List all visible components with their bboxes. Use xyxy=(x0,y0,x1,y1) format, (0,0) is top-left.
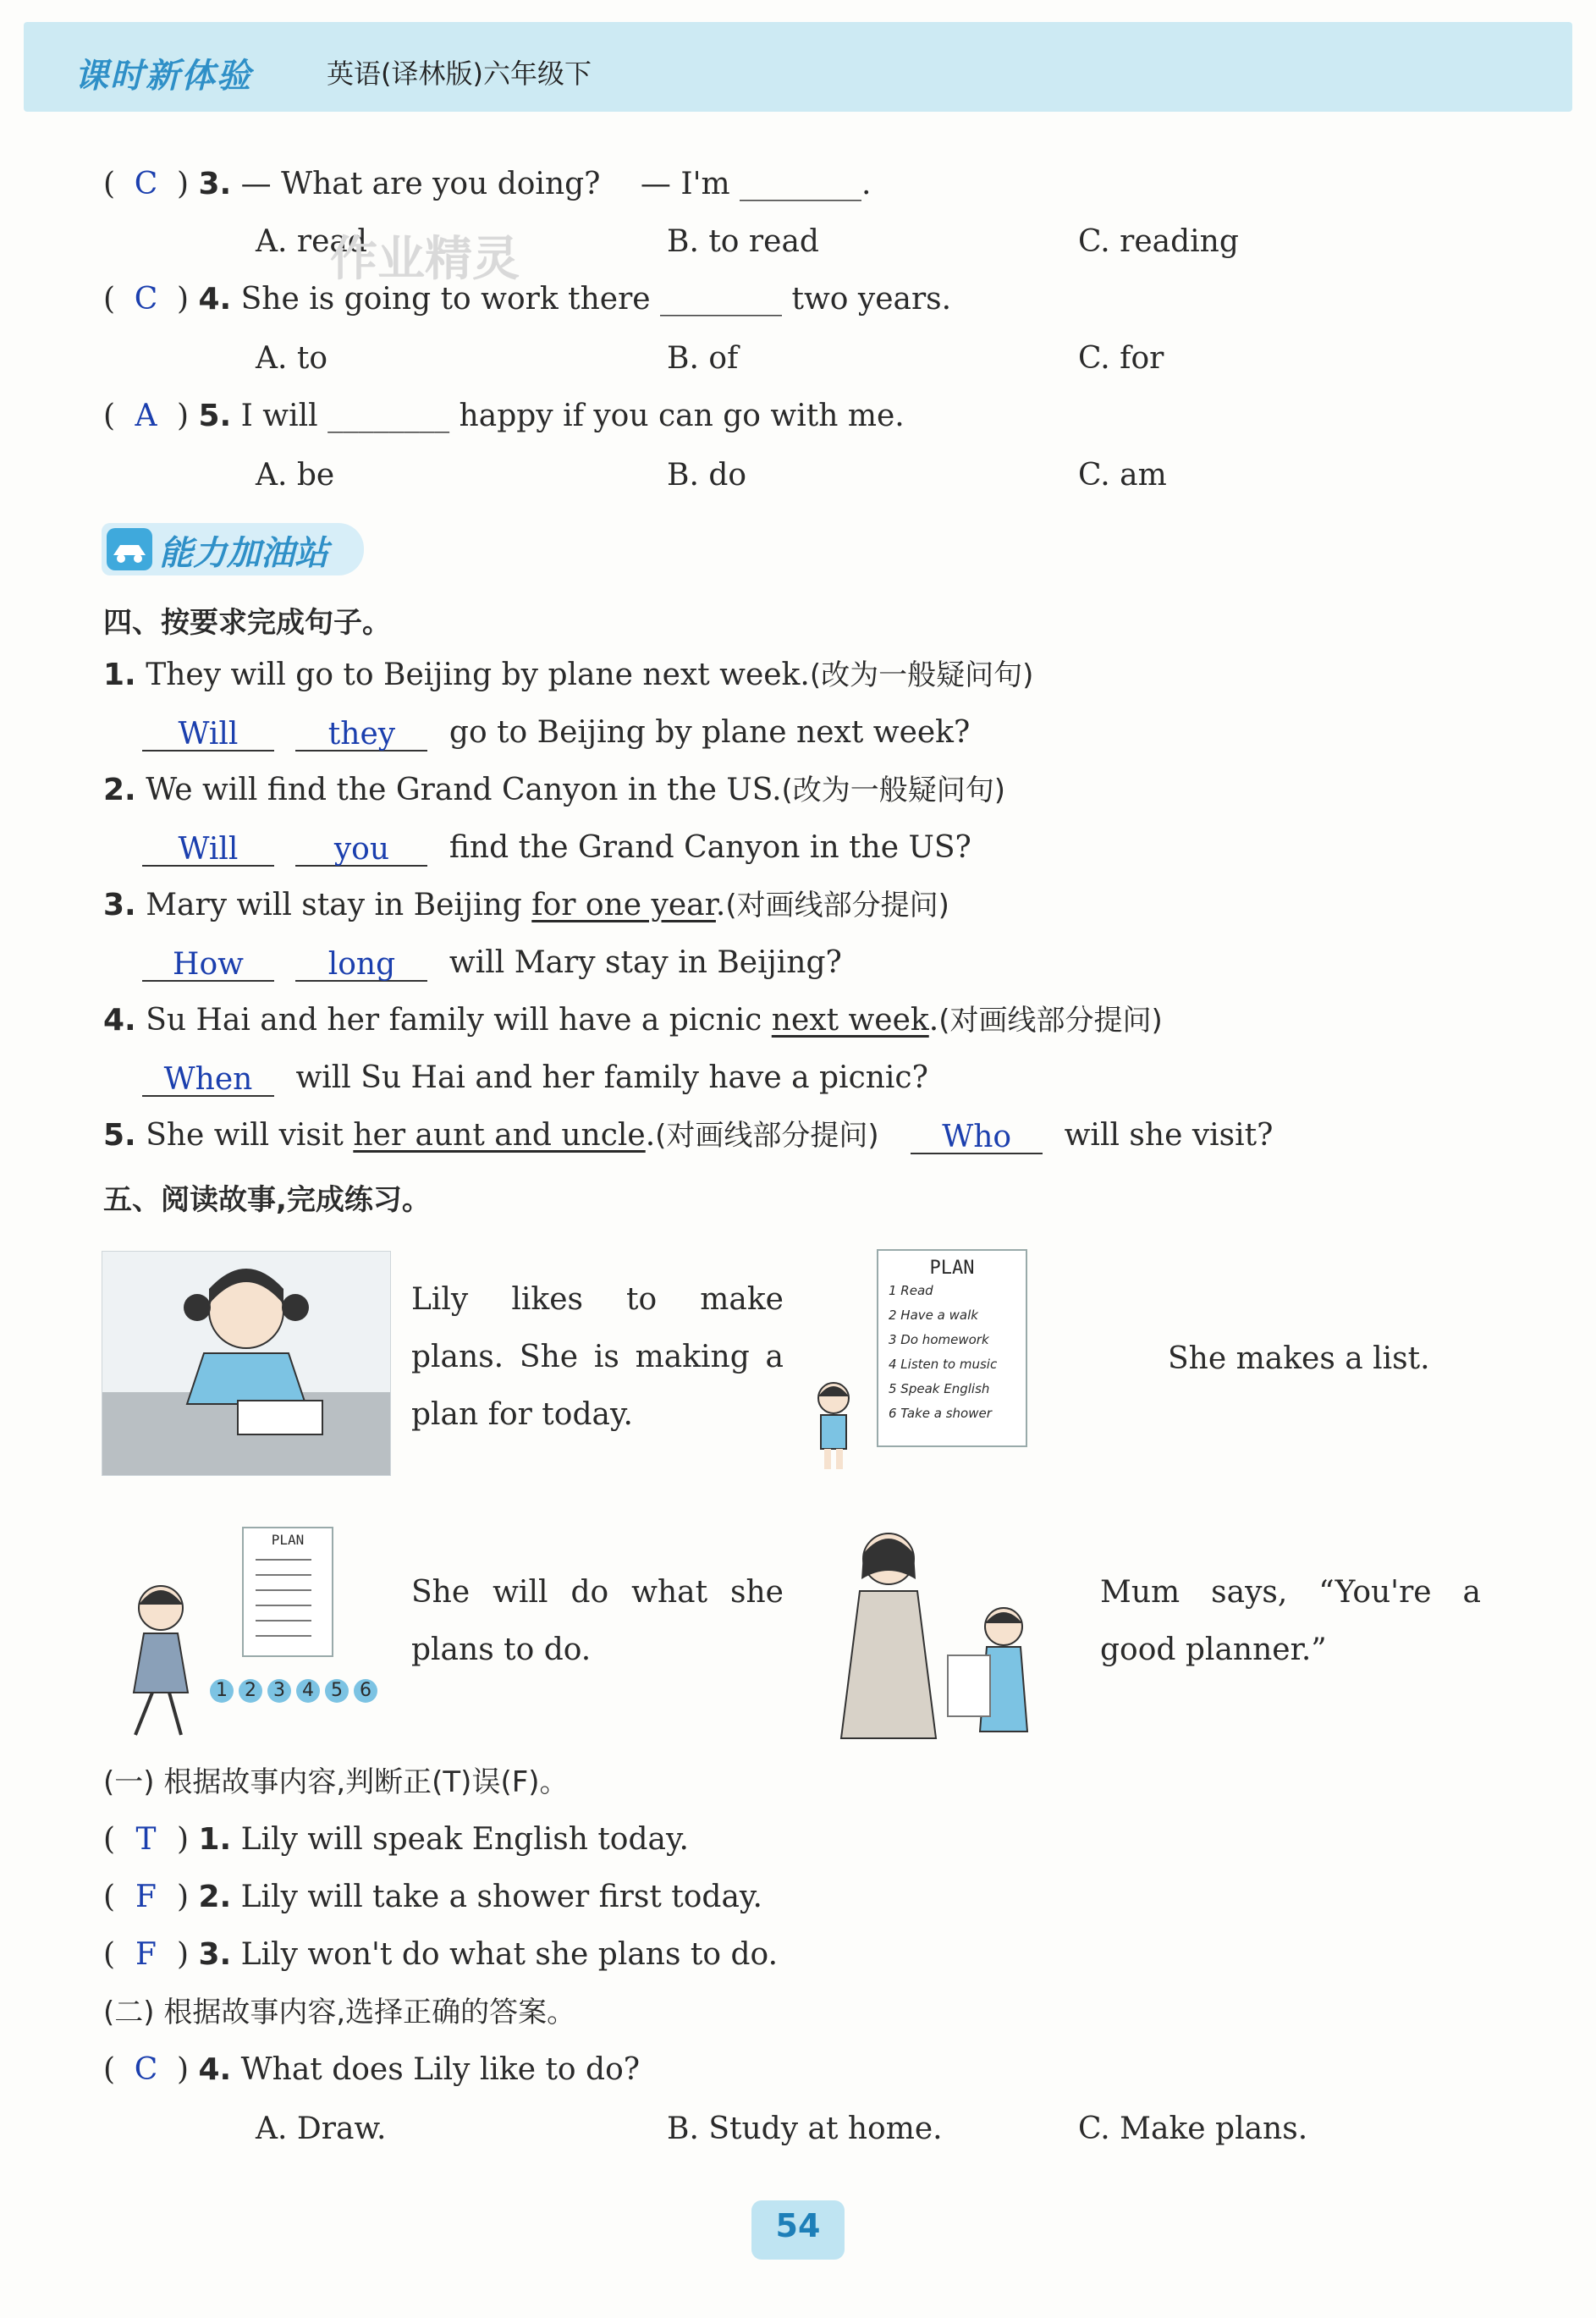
mc-option-4c: C. for xyxy=(1078,341,1164,376)
answer-mark: F xyxy=(135,1880,157,1914)
header-banner xyxy=(24,22,1572,112)
answer-mark: C xyxy=(134,2052,158,2087)
plan-item: 5 Speak English xyxy=(889,1381,990,1396)
answer-blank: Who xyxy=(911,1119,1043,1154)
answer-blank: long xyxy=(295,946,427,982)
s4-item-5: 5. She will visit her aunt and uncle.(对画线部分提问) Who will she visit? xyxy=(103,1118,1274,1154)
plan-list-image xyxy=(804,1244,1032,1478)
ability-title: 能力加油站 xyxy=(159,534,328,573)
answer-mark: F xyxy=(135,1937,157,1972)
plan-item: 6 Take a shower xyxy=(889,1406,992,1421)
step-circles xyxy=(210,1679,377,1703)
answer-blank: you xyxy=(295,831,427,867)
plan-paper-small xyxy=(242,1527,333,1657)
answer-blank: Will xyxy=(142,716,274,752)
mc-option-3c: C. reading xyxy=(1078,224,1239,259)
page-number: 54 xyxy=(775,2207,821,2244)
plan-item: 3 Do homework xyxy=(889,1332,989,1347)
answer-mark: A xyxy=(135,399,157,433)
plan-paper xyxy=(877,1249,1027,1447)
s4-item-4: 4. Su Hai and her family will have a picnic next week.(对画线部分提问) xyxy=(103,1003,1163,1038)
walking-girl-figure xyxy=(110,1574,212,1743)
p2-option-c: C. Make plans. xyxy=(1078,2112,1308,2146)
mc-option-4a: A. to xyxy=(256,341,328,376)
girl-walking-image xyxy=(110,1523,389,1743)
answer-blank: How xyxy=(142,946,274,982)
subject-title: 英语(译林版)六年级下 xyxy=(327,58,592,90)
car-icon xyxy=(107,528,152,570)
mc-option-5a: A. be xyxy=(256,458,335,493)
answer-blank: When xyxy=(142,1061,274,1097)
p2-option-b: B. Study at home. xyxy=(667,2112,943,2146)
s4-answer-3: How long will Mary stay in Beijing? xyxy=(142,944,842,982)
section4-title: 四、按要求完成句子。 xyxy=(103,606,391,640)
mc-question-3: ( C ) 3. — What are you doing? — I'm ________. xyxy=(103,167,872,201)
p2-question-4: ( C ) 4. What does Lily like to do? xyxy=(103,2052,641,2087)
step-4: 4 xyxy=(296,1679,320,1703)
mc-option-5c: C. am xyxy=(1078,458,1167,493)
section5-title: 五、阅读故事,完成练习。 xyxy=(103,1183,431,1217)
tf-question-3: ( F ) 3. Lily won't do what she plans to do. xyxy=(103,1937,779,1972)
girl-writing-image xyxy=(102,1251,391,1476)
part2-title: (二) 根据故事内容,选择正确的答案。 xyxy=(103,1996,576,2029)
mc-question-4: ( C ) 4. She is going to work there ________ two years. xyxy=(103,282,952,317)
small-girl-figure xyxy=(804,1379,863,1473)
s4-answer-4: When will Su Hai and her family have a picnic? xyxy=(142,1060,928,1097)
answer-mark: T xyxy=(135,1822,157,1857)
answer-blank: they xyxy=(295,716,427,752)
mc-option-4b: B. of xyxy=(667,341,739,376)
s4-item-3: 3. Mary will stay in Beijing for one year.(对画线部分提问) xyxy=(103,888,949,922)
mc-option-3b: B. to read xyxy=(667,224,819,259)
mum-and-girl-image xyxy=(821,1520,1058,1742)
mc-option-5b: B. do xyxy=(667,458,747,493)
s4-answer-2: Will you find the Grand Canyon in the US? xyxy=(142,829,971,867)
mc-option-3a: A. read xyxy=(256,224,367,259)
answer-mark: C xyxy=(134,282,158,317)
step-3: 3 xyxy=(267,1679,291,1703)
story-text-2: She makes a list. xyxy=(1168,1341,1430,1376)
step-1: 1 xyxy=(210,1679,234,1703)
p2-option-a: A. Draw. xyxy=(256,2112,387,2146)
s4-item-2: 2. We will find the Grand Canyon in the US.(改为一般疑问句) xyxy=(103,773,1006,807)
plan-item: 1 Read xyxy=(889,1283,933,1298)
s4-answer-1: Will they go to Beijing by plane next week? xyxy=(142,714,970,752)
brand-title: 课时新体验 xyxy=(74,57,252,96)
plan-item: 4 Listen to music xyxy=(889,1357,998,1372)
watermark: 作业精灵 xyxy=(330,232,520,287)
plan-title: PLAN xyxy=(929,1258,975,1279)
step-5: 5 xyxy=(325,1679,349,1703)
mc-question-5: ( A ) 5. I will ________ happy if you can go with me. xyxy=(103,399,905,433)
story-text-3: She will do what she plans to do. xyxy=(411,1575,784,1667)
answer-mark: C xyxy=(134,167,158,201)
plan-item: 2 Have a walk xyxy=(889,1308,978,1323)
answer-blank: Will xyxy=(142,831,274,867)
story-text-1: Lily likes to make plans. She is making a plan for today. xyxy=(411,1282,784,1432)
step-2: 2 xyxy=(239,1679,262,1703)
step-6: 6 xyxy=(354,1679,377,1703)
s4-item-1: 1. They will go to Beijing by plane next week.(改为一般疑问句) xyxy=(103,658,1034,692)
story-text-4: Mum says, “You're a good planner.” xyxy=(1100,1575,1481,1667)
tf-question-1: ( T ) 1. Lily will speak English today. xyxy=(103,1822,689,1857)
tf-question-2: ( F ) 2. Lily will take a shower first today. xyxy=(103,1880,762,1914)
plan-small-title: PLAN xyxy=(271,1532,305,1548)
part1-title: (一) 根据故事内容,判断正(T)误(F)。 xyxy=(103,1765,569,1799)
